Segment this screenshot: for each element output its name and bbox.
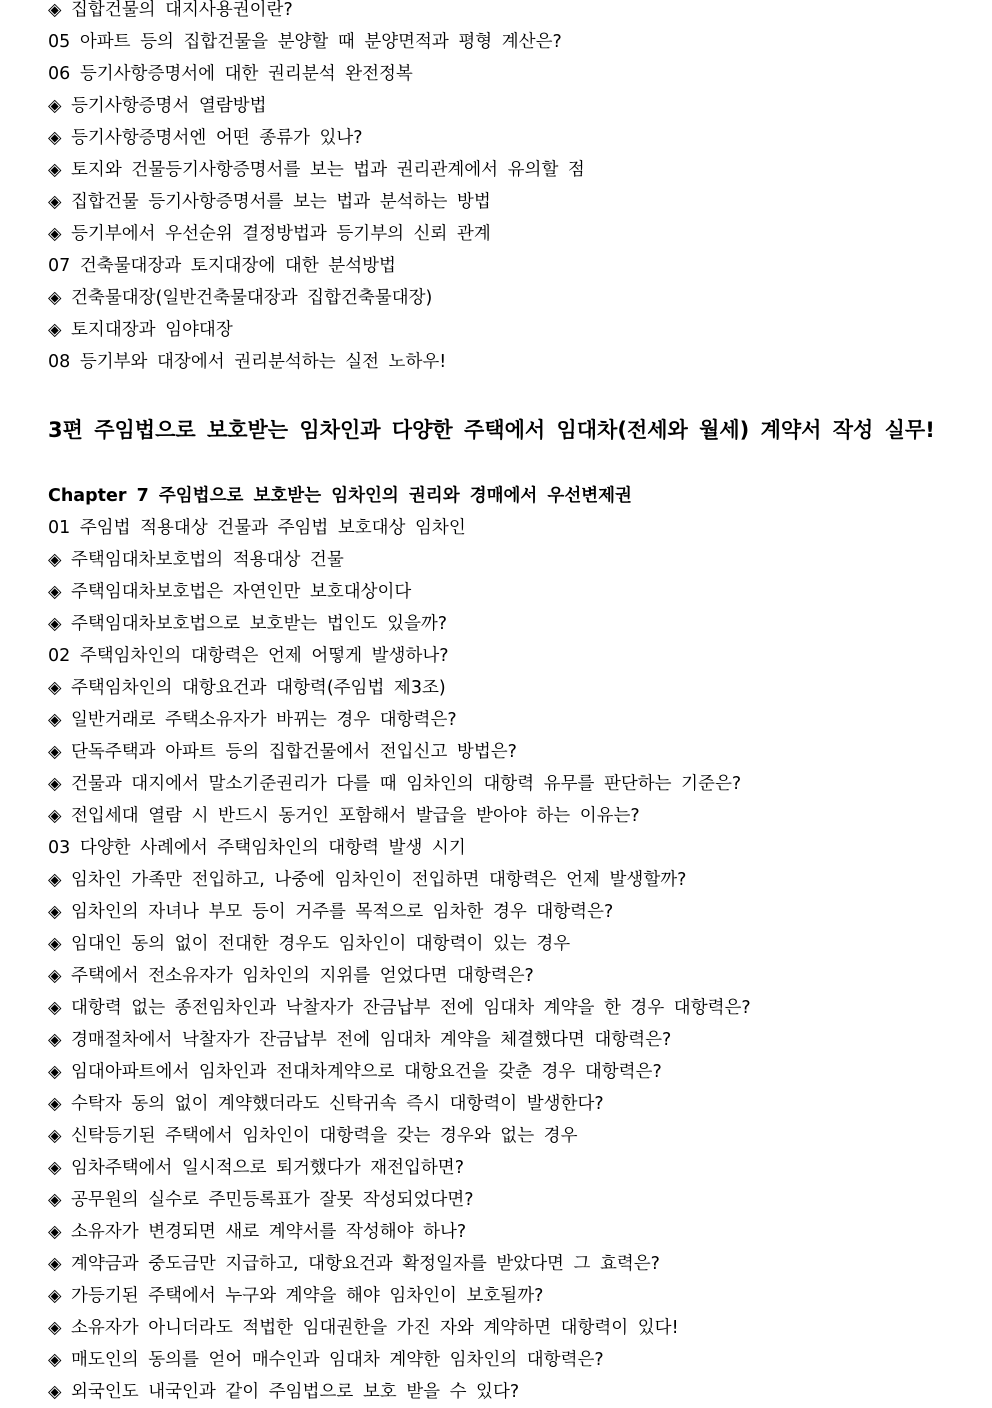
- toc-line: ◈ 건물과 대지에서 말소기준권리가 다를 때 임차인의 대항력 유무를 판단하는 기준은?: [48, 774, 742, 794]
- toc-line: ◈ 임차인 가족만 전입하고, 나중에 임차인이 전입하면 대항력은 언제 발생할까?: [48, 870, 687, 890]
- toc-line: ◈ 전입세대 열람 시 반드시 동거인 포함해서 발급을 받아야 하는 이유는?: [48, 806, 640, 826]
- toc-line: ◈ 건축물대장(일반건축물대장과 집합건축물대장): [48, 288, 433, 308]
- toc-line: ◈ 경매절차에서 낙찰자가 잔금납부 전에 임대차 계약을 체결했다면 대항력은?: [48, 1030, 672, 1050]
- toc-line: ◈ 단독주택과 아파트 등의 집합건물에서 전입신고 방법은?: [48, 742, 517, 762]
- toc-line: ◈ 신탁등기된 주택에서 임차인이 대항력을 갖는 경우와 없는 경우: [48, 1126, 578, 1146]
- part-title: 3편 주임법으로 보호받는 임차인과 다양한 주택에서 임대차(전세와 월세) 계약서 작성 실무!: [48, 418, 935, 442]
- toc-line: 05 아파트 등의 집합건물을 분양할 때 분양면적과 평형 계산은?: [48, 32, 562, 52]
- toc-line: ◈ 매도인의 동의를 얻어 매수인과 임대차 계약한 임차인의 대항력은?: [48, 1350, 604, 1370]
- toc-section-upper: [48, 0, 972, 378]
- toc-line: 06 등기사항증명서에 대한 권리분석 완전정복: [48, 64, 413, 84]
- toc-line: ◈ 외국인도 내국인과 같이 주임법으로 보호 받을 수 있다?: [48, 1382, 520, 1402]
- toc-line: 02 주택임차인의 대항력은 언제 어떻게 발생하나?: [48, 646, 449, 666]
- toc-line: ◈ 계약금과 중도금만 지급하고, 대항요건과 확정일자를 받았다면 그 효력은?: [48, 1254, 660, 1274]
- toc-line: ◈ 임차주택에서 일시적으로 퇴거했다가 재전입하면?: [48, 1158, 465, 1178]
- toc-line: ◈ 등기사항증명서 열람방법: [48, 96, 267, 116]
- toc-line: ◈ 주택에서 전소유자가 임차인의 지위를 얻었다면 대항력은?: [48, 966, 534, 986]
- toc-section-chapter: [48, 512, 972, 1408]
- toc-line: ◈ 집합건물 등기사항증명서를 보는 법과 분석하는 방법: [48, 192, 491, 212]
- toc-line: ◈ 주택임차인의 대항요건과 대항력(주임법 제3조): [48, 678, 446, 698]
- toc-line: ◈ 주택임대차보호법의 적용대상 건물: [48, 550, 344, 570]
- toc-line: ◈ 등기사항증명서엔 어떤 종류가 있나?: [48, 128, 363, 148]
- toc-line: ◈ 등기부에서 우선순위 결정방법과 등기부의 신뢰 관계: [48, 224, 491, 244]
- toc-line: 08 등기부와 대장에서 권리분석하는 실전 노하우!: [48, 352, 447, 372]
- toc-line: ◈ 토지대장과 임야대장: [48, 320, 233, 340]
- toc-line: ◈ 일반거래로 주택소유자가 바뀌는 경우 대항력은?: [48, 710, 457, 730]
- toc-line: ◈ 가등기된 주택에서 누구와 계약을 해야 임차인이 보호될까?: [48, 1286, 544, 1306]
- toc-line: ◈ 집합건물의 대지사용권이란?: [48, 0, 293, 20]
- toc-line: ◈ 토지와 건물등기사항증명서를 보는 법과 권리관계에서 유의할 점: [48, 160, 585, 180]
- toc-line: ◈ 주택임대차보호법은 자연인만 보호대상이다: [48, 582, 412, 602]
- toc-line: ◈ 수탁자 동의 없이 계약했더라도 신탁귀속 즉시 대항력이 발생한다?: [48, 1094, 604, 1114]
- toc-line: ◈ 임대인 동의 없이 전대한 경우도 임차인이 대항력이 있는 경우: [48, 934, 571, 954]
- toc-line: ◈ 주택임대차보호법으로 보호받는 법인도 있을까?: [48, 614, 448, 634]
- toc-line: ◈ 공무원의 실수로 주민등록표가 잘못 작성되었다면?: [48, 1190, 474, 1210]
- toc-line: ◈ 소유자가 변경되면 새로 계약서를 작성해야 하나?: [48, 1222, 467, 1242]
- chapter-title: Chapter 7 주임법으로 보호받는 임차인의 권리와 경매에서 우선변제권: [48, 486, 632, 506]
- toc-line: ◈ 임대아파트에서 임차인과 전대차계약으로 대항요건을 갖춘 경우 대항력은?: [48, 1062, 662, 1082]
- toc-line: 03 다양한 사례에서 주택임차인의 대항력 발생 시기: [48, 838, 466, 858]
- toc-line: ◈ 대항력 없는 종전임차인과 낙찰자가 잔금납부 전에 임대차 계약을 한 경우 대항력은?: [48, 998, 751, 1018]
- toc-line: ◈ 임차인의 자녀나 부모 등이 거주를 목적으로 임차한 경우 대항력은?: [48, 902, 614, 922]
- toc-line: 07 건축물대장과 토지대장에 대한 분석방법: [48, 256, 396, 276]
- toc-line: 01 주임법 적용대상 건물과 주임법 보호대상 임차인: [48, 518, 466, 538]
- toc-line: ◈ 소유자가 아니더라도 적법한 임대권한을 가진 자와 계약하면 대항력이 있다!: [48, 1318, 679, 1338]
